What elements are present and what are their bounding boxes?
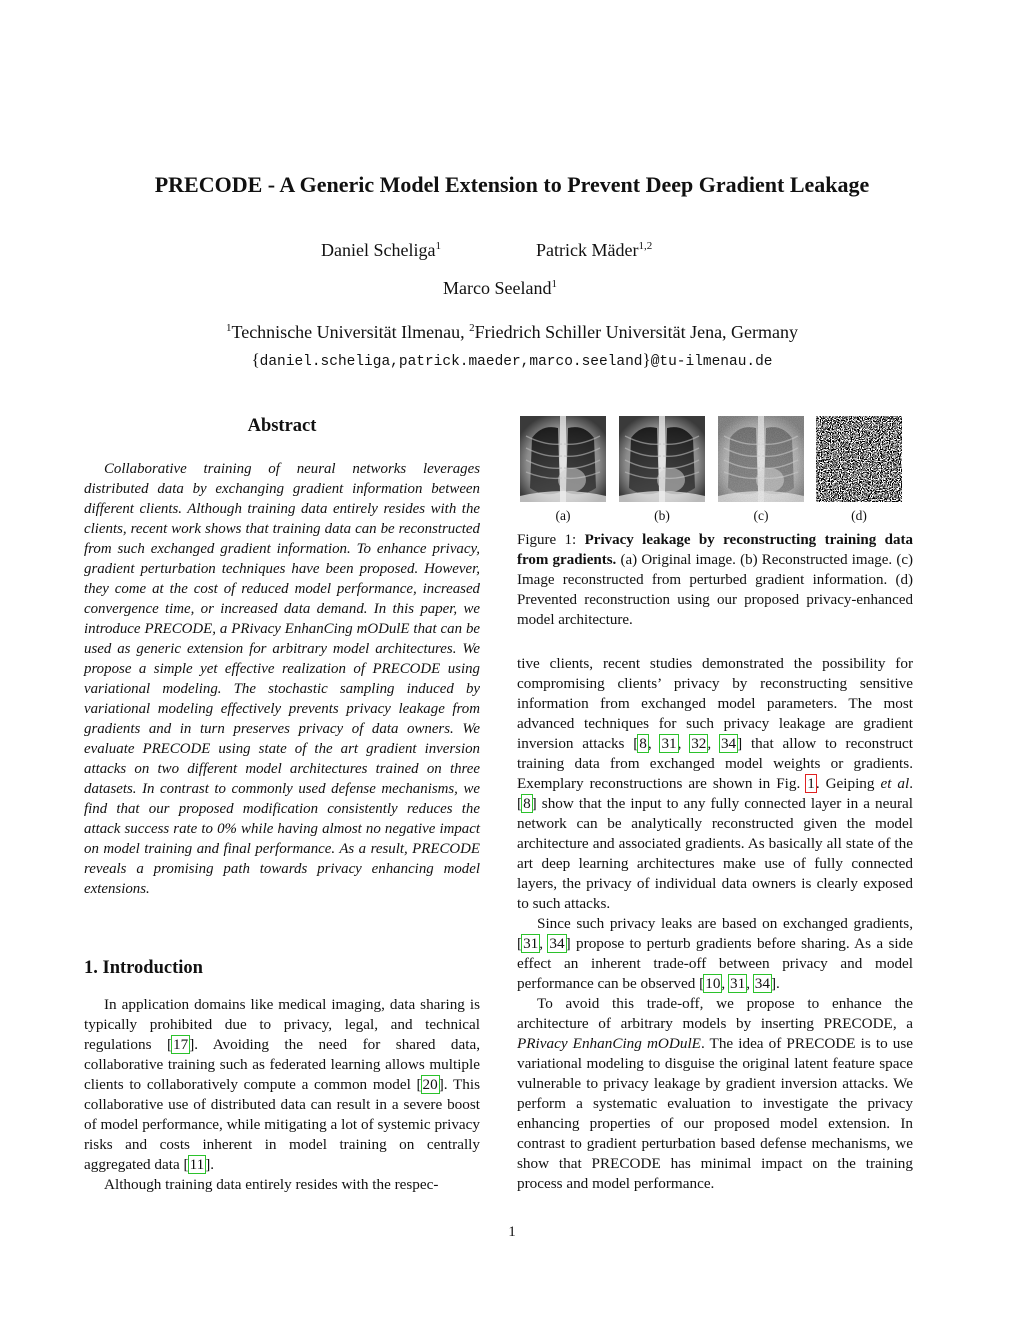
citation-link[interactable]: 8 xyxy=(639,735,647,752)
intro-paragraph-1: In application domains like medical imaging, data sharing is typically prohibited due to privacy, legal, and technical regulations [17]. Avoiding the need for shared data, collaborative training such as federated learning allows multiple clients to collaboratively compute a common model [20]. This collaborative use of distributed data can result in a severe boost of model performance, while mitigating a lot of systemic privacy risks and costs inherent in model training on centrally aggregated data [11]. xyxy=(84,996,480,1173)
intro-right-column xyxy=(517,654,913,1194)
page-number: 1 xyxy=(508,1224,516,1240)
abstract-text: Collaborative training of neural networks leverages distributed data by exchanging gradient information between different clients. Although training data entirely resides with the clients, recent work shows that training data can be reconstructed from such exchanged gradient information. To enhance privacy, gradient perturbation techniques have been proposed. However, they come at the cost of reduced model performance, increased convergence time, or increased data demand. In this paper, we introduce PRECODE, a PRivacy EnhanCing mODulE that can be used as generic extension for arbitrary model architectures. We propose a simple yet effective realization of PRECODE using variational modeling. The stochastic sampling induced by variational modeling effectively prevents privacy leakage from gradients and in turn preserves privacy of data owners. We evaluate PRECODE using state of the art gradient inversion attacks on two different model architectures trained on three datasets. In contrast to commonly used defense mechanisms, we find that our proposed modification consistently reduces the attack success rate to 0% while having almost no negative impact on model training and final performance. As a result, PRECODE reveals a promising path towards privacy enhancing model extensions. xyxy=(84,461,480,897)
citation-link[interactable]: 20 xyxy=(422,1076,438,1093)
author-name: Daniel Scheliga xyxy=(321,240,436,260)
figure-1b-reconstructed-image xyxy=(619,416,705,502)
author-affil-sup: 1 xyxy=(435,240,441,252)
intro-paragraph-2: Although training data entirely resides with the respec- xyxy=(104,1176,439,1193)
author-name: Patrick Mäder xyxy=(536,240,639,260)
author-affil-sup: 1,2 xyxy=(638,240,653,252)
author-emails[interactable]: {daniel.scheliga,patrick.maeder,marco.seeland}@tu-ilmenau.de xyxy=(251,350,773,370)
citation-link[interactable]: 10 xyxy=(705,975,721,992)
intro-paragraph-5: To avoid this trade-off, we propose to enhance the architecture of arbitrary models by inserting PRECODE, a PRivacy EnhanCing mODulE. The idea of PRECODE is to use variational modeling to disguise the original latent feature space vulnerable to privacy leakage by gradient inversion attacks. We perform a systematic evaluation to investigate the privacy enhancing properties of our proposed model extension. In contrast to gradient perturbation based defense mechanisms, we show that PRECODE has minimal impact on the training process and model performance. xyxy=(517,995,914,1192)
figure-1a-original-image xyxy=(520,416,606,502)
citation-link[interactable]: 32 xyxy=(691,735,707,752)
citation-link[interactable]: 17 xyxy=(173,1036,189,1053)
author-name: Marco Seeland xyxy=(443,278,552,298)
abstract-heading: Abstract xyxy=(247,416,317,436)
citation-link[interactable]: 31 xyxy=(730,975,746,992)
figure-1-caption: Figure 1: Privacy leakage by reconstructing training data from gradients. (a) Original image. (b) Reconstructed image. (c) Image reconstructed from perturbed gradient information. (d) Prevented reconstruction using our proposed privacy-enhanced model architecture. xyxy=(517,532,913,628)
author-3 xyxy=(0,278,1000,299)
figure-subcaption: (d) xyxy=(851,508,867,523)
citation-link[interactable]: 8 xyxy=(523,795,531,812)
author-2 xyxy=(536,240,652,261)
citation-link[interactable]: 34 xyxy=(720,735,737,752)
figure-1c-perturbed-reconstruction xyxy=(718,416,804,502)
figure-reference-link[interactable]: 1 xyxy=(807,775,815,792)
section-heading-introduction: 1. Introduction xyxy=(84,958,203,978)
author-1 xyxy=(321,240,441,261)
figure-subcaption: (a) xyxy=(555,508,571,523)
figure-subcaption: (c) xyxy=(753,508,769,523)
affiliations: $^1$Technische Universität Ilmenau, $^2$Friedrich Schiller Universität Jena, Germany xyxy=(225,322,799,342)
citation-link[interactable]: 34 xyxy=(549,935,565,952)
figure-subcaption: (b) xyxy=(654,508,670,523)
paper-title: PRECODE - A Generic Model Extension to Prevent Deep Gradient Leakage xyxy=(154,172,870,197)
figure-1d-prevented-reconstruction xyxy=(816,416,902,502)
citation-link[interactable]: 31 xyxy=(523,935,539,952)
citation-link[interactable]: 34 xyxy=(754,975,770,992)
intro-paragraph-3: tive clients, recent studies demonstrated the possibility for compromising clients’ privacy by reconstructing sensitive information from exchanged model parameters. The most advanced techniques for such privacy leakage are gradient inversion attacks [8, 31, 32, 34] that allow to reconstruct training data from exchanged model weights or gradients. Exemplary reconstructions are shown in Fig. 1. Geiping et al. [8] show that the input to any fully connected layer in a neural network can be analytically reconstructed given the model architecture and associated gradients. As basically all state of the art deep learning architectures make use of fully connected layers, the privacy of individual data owners is clearly exposed to such attacks. xyxy=(517,655,914,912)
citation-link[interactable]: 31 xyxy=(661,735,677,752)
author-affil-sup: 1 xyxy=(551,278,557,290)
intro-paragraph-4: Since such privacy leaks are based on exchanged gradients, [31, 34] propose to perturb gradients before sharing. As a side effect an inherent trade-off between privacy and model performance can be observed [10, 31, 34]. xyxy=(517,915,913,992)
citation-link[interactable]: 11 xyxy=(189,1156,205,1173)
intro-left-column xyxy=(84,995,480,1195)
